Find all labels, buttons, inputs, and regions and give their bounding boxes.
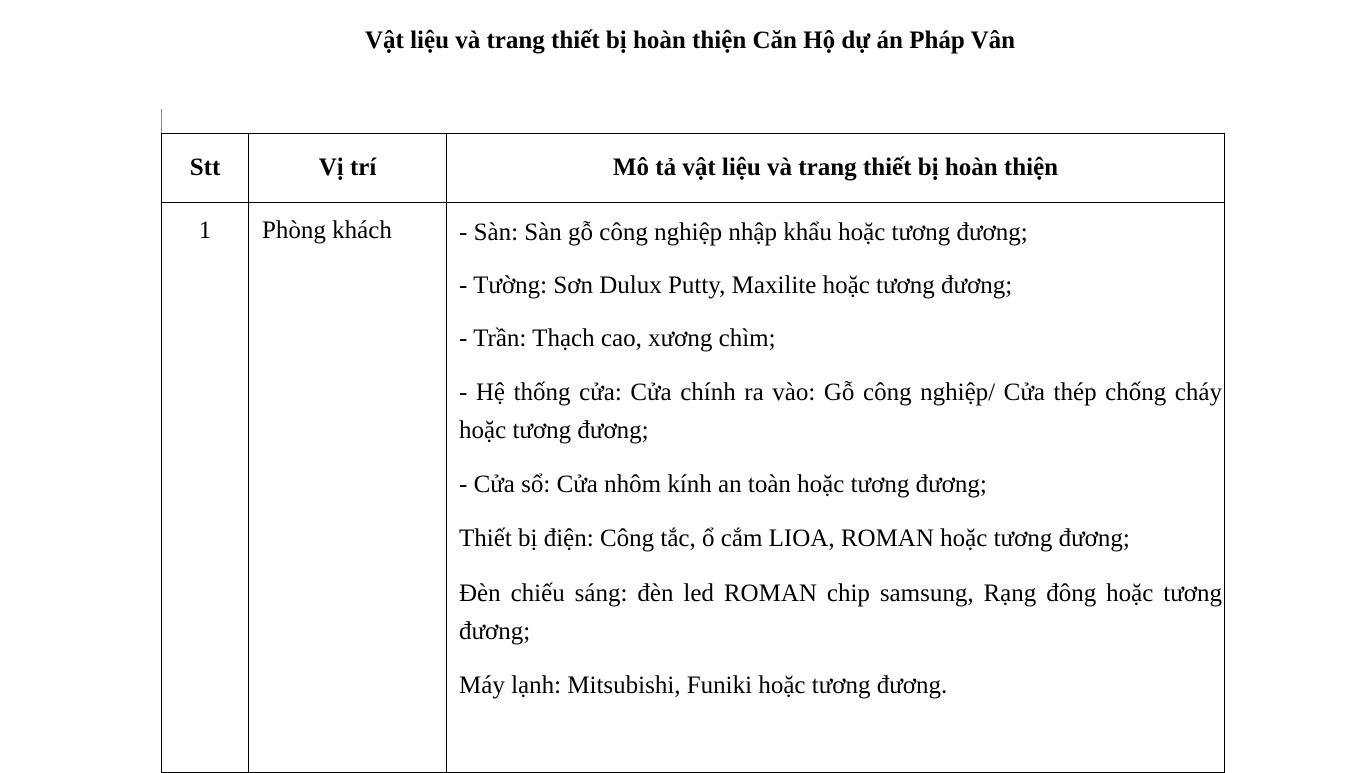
description-item-walls: - Tường: Sơn Dulux Putty, Maxilite hoặc tương đương; [459,272,1013,299]
margin-mark [161,109,162,133]
description-item-floor: - Sàn: Sàn gỗ công nghiệp nhập khẩu hoặc tương đương; [459,219,1028,246]
spec-table [161,133,1225,773]
header-description: Mô tả vật liệu và trang thiết bị hoàn thiện [447,134,1225,203]
description-item-air-conditioner: Máy lạnh: Mitsubishi, Funiki hoặc tương đương. [459,672,948,699]
table-row [162,203,1225,773]
description-item-ceiling: - Trần: Thạch cao, xương chìm; [459,325,776,352]
description-item-doors: - Hệ thống cửa: Cửa chính ra vào: Gỗ công nghiệp/ Cửa thép chống cháy hoặc tương đương; [459,379,1222,444]
row-position: Phòng khách [249,203,447,773]
header-row [162,134,1225,203]
table-header [162,134,1225,203]
header-stt: Stt [162,134,249,203]
description-item-electrical: Thiết bị điện: Công tắc, ổ cắm LIOA, ROMAN hoặc tương đương; [459,525,1130,552]
description-item-lighting: Đèn chiếu sáng: đèn led ROMAN chip samsung, Rạng đông hoặc tương đương; [459,580,1222,645]
table-body [162,203,1225,773]
row-description [447,203,1225,773]
header-position: Vị trí [249,134,447,203]
row-stt: 1 [162,203,249,773]
description-item-windows: - Cửa sổ: Cửa nhôm kính an toàn hoặc tương đương; [459,471,987,498]
document-title: Vật liệu và trang thiết bị hoàn thiện Căn Hộ dự án Pháp Vân [364,27,1016,54]
